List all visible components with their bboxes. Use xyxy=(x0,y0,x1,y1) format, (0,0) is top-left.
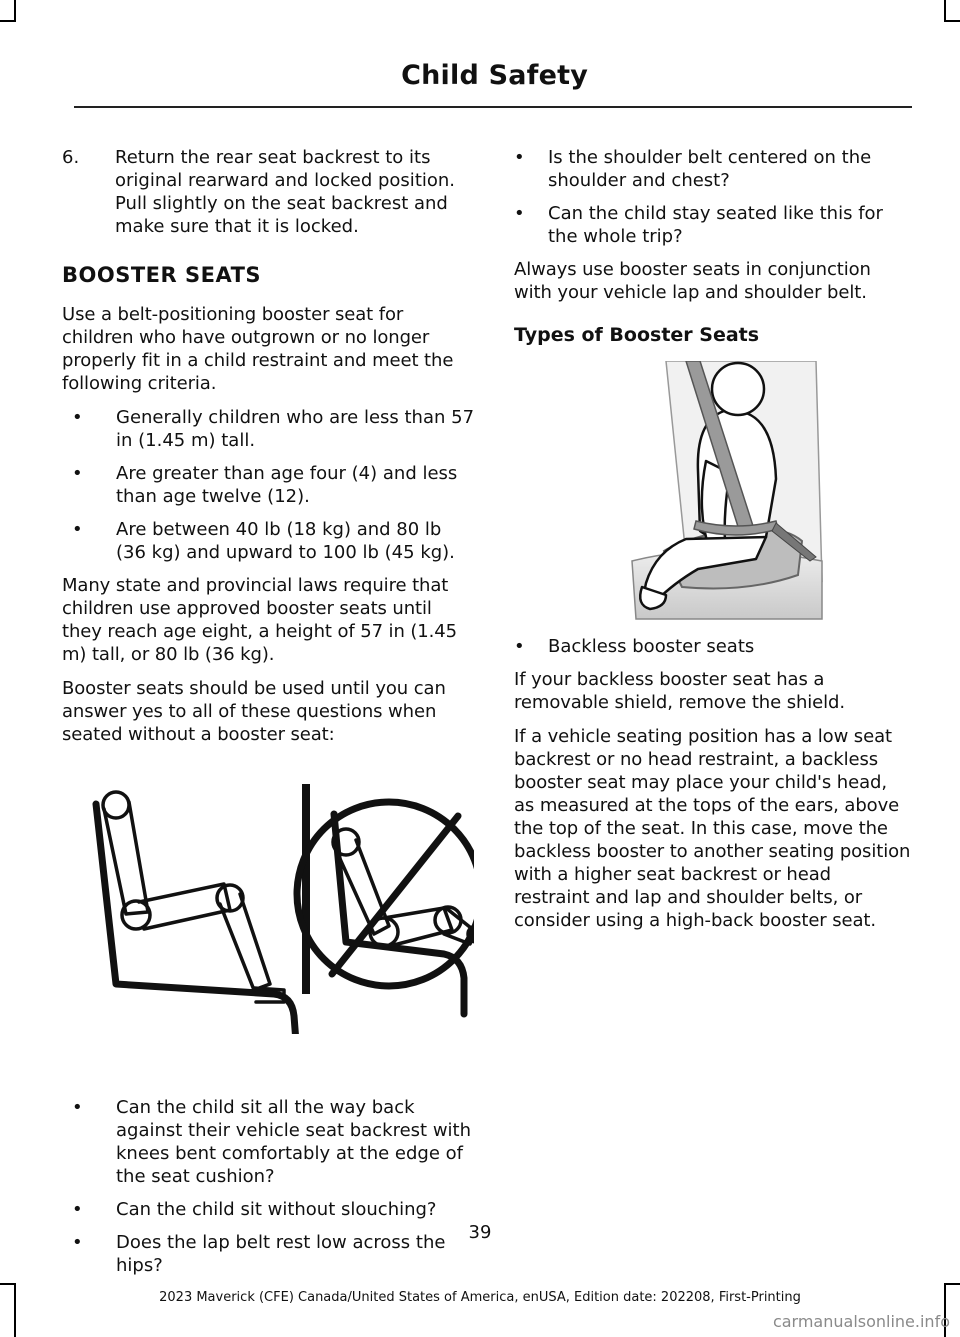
list-item-text: Does the lap belt rest low across the hips? xyxy=(116,1232,446,1276)
subsection-title-types: Types of Booster Seats xyxy=(514,324,760,346)
always-paragraph: Always use booster seats in conjunction with your vehicle lap and shoulder belt. xyxy=(514,259,871,303)
list-item xyxy=(62,406,475,452)
list-item-text: Can the child stay seated like this for the whole trip? xyxy=(548,203,883,247)
bullet-glyph: • xyxy=(72,1232,83,1253)
list-item xyxy=(514,146,912,192)
list-item-text: Backless booster seats xyxy=(548,636,755,657)
page-title: Child Safety xyxy=(401,60,588,91)
crop-mark-top-right-h xyxy=(944,20,960,22)
crop-mark-top-left-h xyxy=(0,20,16,22)
torso-left xyxy=(104,802,148,914)
crop-mark-bottom-left-h xyxy=(0,1283,16,1285)
footer-edition: 2023 Maverick (CFE) Canada/United States of America, enUSA, Edition date: 202208, First-Printing xyxy=(159,1290,801,1305)
left-column xyxy=(62,146,475,1287)
header-rule xyxy=(74,106,912,108)
comparison-divider xyxy=(302,784,310,994)
intro-paragraph: Use a belt-positioning booster seat for children who have outgrown or no longer properly fit in a child restraint and meet the following criteria. xyxy=(62,304,454,394)
bullet-glyph: • xyxy=(72,463,83,484)
child-head xyxy=(712,363,764,415)
list-item xyxy=(62,518,475,564)
shield-paragraph: If your backless booster seat has a removable shield, remove the shield. xyxy=(514,669,846,713)
step-number: 6. xyxy=(62,147,80,168)
list-item-text: Can the child sit without slouching? xyxy=(116,1199,437,1220)
bullet-glyph: • xyxy=(514,636,525,657)
bullet-glyph: • xyxy=(514,203,525,224)
laws-paragraph: Many state and provincial laws require that children use approved booster seats until they reach age eight, a height of 57 in (1.45 m) tall, or 80 lb (36 kg). xyxy=(62,575,457,665)
seating-posture-illustration xyxy=(84,764,474,1034)
bullet-glyph: • xyxy=(514,147,525,168)
section-title-booster-seats: BOOSTER SEATS xyxy=(62,263,262,287)
seat-base-line xyxy=(84,984,116,986)
right-column xyxy=(514,146,912,943)
backless-booster-illustration xyxy=(626,361,826,621)
list-item xyxy=(62,1096,475,1188)
crop-mark-bottom-right-h xyxy=(944,1283,960,1285)
list-item xyxy=(62,1198,475,1221)
thigh-left xyxy=(139,884,230,929)
watermark: carmanualsonline.info xyxy=(772,1312,950,1331)
low-seat-paragraph: If a vehicle seating position has a low seat backrest or no head restraint, a backless booster seat may place your child's head, as measured at the tops of the ears, above the top of the seat. In this case, move the backless booster to another seating position with a higher seat backrest or head restraint and lap and shoulder belts, or consider using a high-back booster seat. xyxy=(514,726,911,931)
crop-mark-top-left xyxy=(14,0,16,22)
list-item xyxy=(514,635,912,658)
step-text: Return the rear seat backrest to its original rearward and locked position. Pull slightly on the seat backrest and make sure that it is locked. xyxy=(115,147,456,237)
page-number: 39 xyxy=(468,1222,492,1243)
list-item xyxy=(62,462,475,508)
bullet-glyph: • xyxy=(72,407,83,428)
crop-mark-top-right xyxy=(944,0,946,22)
questions-intro-paragraph: Booster seats should be used until you can answer yes to all of these questions when seated without a booster seat: xyxy=(62,678,446,745)
list-item-text: Generally children who are less than 57 in (1.45 m) tall. xyxy=(116,407,475,451)
head-left xyxy=(103,792,129,818)
list-item-text: Is the shoulder belt centered on the shoulder and chest? xyxy=(548,147,872,191)
list-item-text: Can the child sit all the way back against their vehicle seat backrest with knees bent comfortably at the edge of the seat cushion? xyxy=(116,1097,472,1187)
shin-left xyxy=(220,894,270,990)
bullet-glyph: • xyxy=(72,1097,83,1118)
step-6 xyxy=(62,146,475,238)
bullet-glyph: • xyxy=(72,519,83,540)
list-item-text: Are greater than age four (4) and less than age twelve (12). xyxy=(116,463,458,507)
list-item xyxy=(514,202,912,248)
bullet-glyph: • xyxy=(72,1199,83,1220)
list-item-text: Are between 40 lb (18 kg) and 80 lb (36 kg) and upward to 100 lb (45 kg). xyxy=(116,519,455,563)
